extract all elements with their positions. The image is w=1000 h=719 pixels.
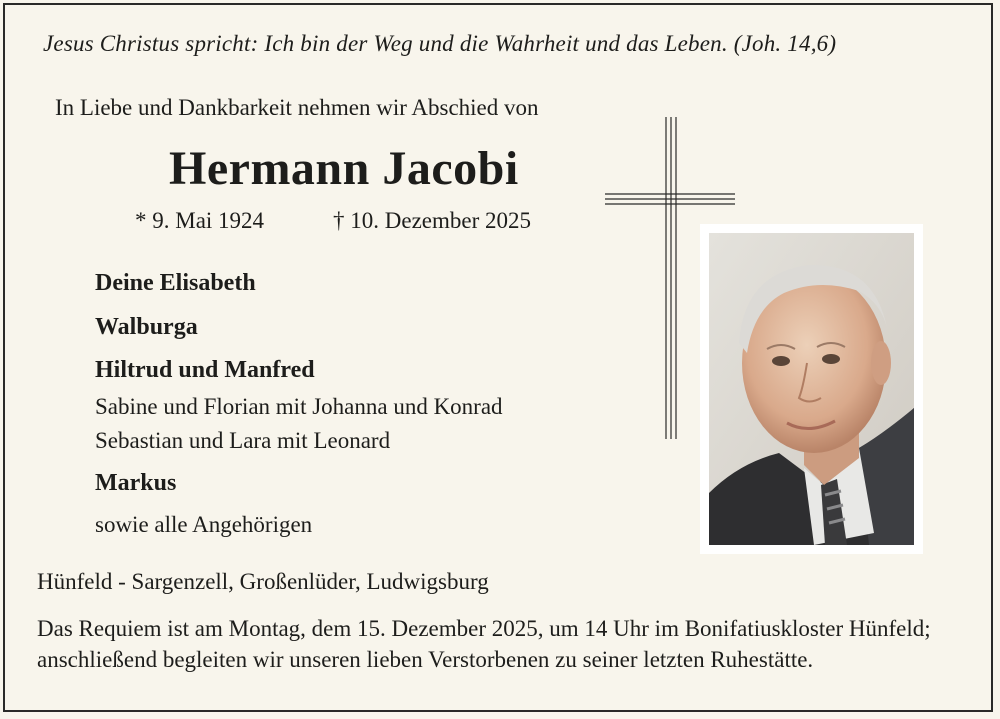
mourner-line: Markus [95,470,177,496]
mourner-line: Sebastian und Lara mit Leonard [95,428,391,453]
deceased-name: Hermann Jacobi [169,142,519,195]
mourner-line: Hiltrud und Manfred [95,357,315,383]
mourner-line: sowie alle Angehörigen [95,512,313,537]
portrait-photo [700,224,923,554]
mourner-line: Sabine und Florian mit Johanna und Konrad [95,394,503,419]
intro-text: In Liebe und Dankbarkeit nehmen wir Abschied von [55,95,539,120]
obituary-frame [3,3,993,712]
mourner-line: Walburga [95,314,198,340]
birth-date: * 9. Mai 1924 [135,208,265,233]
places-line: Hünfeld - Sargenzell, Großenlüder, Ludwigsburg [37,569,489,594]
mourner-line: Deine Elisabeth [95,270,256,296]
service-info: Das Requiem ist am Montag, dem 15. Dezember 2025, um 14 Uhr im Bonifatiuskloster Hünfeld; anschließend begleiten wir unseren lieben Verstorbenen zu seiner letzten Ruhestätte. [37,616,931,672]
bible-verse: Jesus Christus spricht: Ich bin der Weg und die Wahrheit und das Leben. (Joh. 14,6) [43,31,837,56]
death-date: † 10. Dezember 2025 [333,208,531,233]
